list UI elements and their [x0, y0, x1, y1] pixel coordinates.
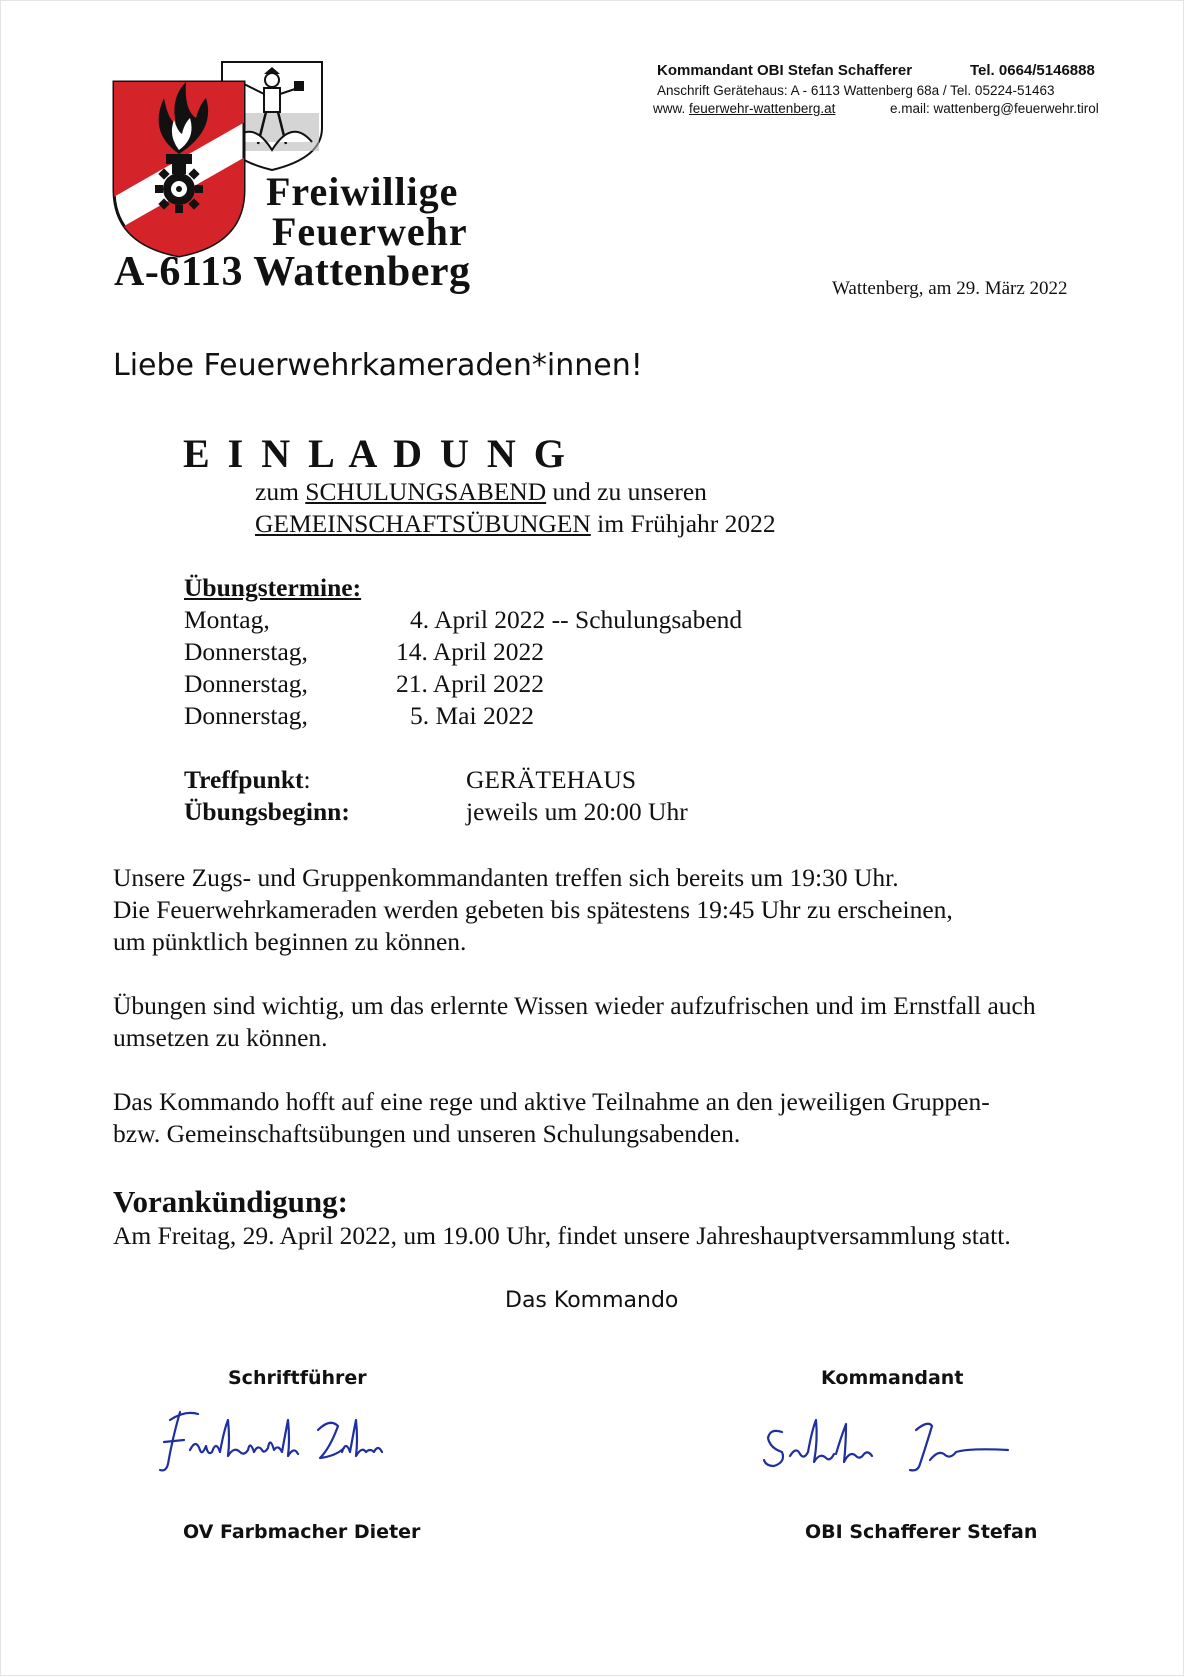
schedule-date-3: 21. April 2022 [396, 669, 545, 698]
paragraph-3-line-2: bzw. Gemeinschaftsübungen und unseren Schulungsabenden. [113, 1119, 741, 1148]
paragraph-3-line-1: Das Kommando hofft auf eine rege und aktive Teilnahme an den jeweiligen Gruppen- [113, 1087, 990, 1116]
schedule-day-1: Montag, [184, 605, 270, 634]
org-name-line-1: Freiwillige [266, 169, 459, 214]
invitation-line-2-post: im Frühjahr 2022 [590, 509, 776, 538]
invitation-line-2 [255, 508, 776, 540]
right-signature-title: Kommandant [821, 1367, 964, 1389]
commander-line: Kommandant OBI Stefan Schafferer [657, 62, 913, 79]
schedule-date-4: 5. Mai 2022 [410, 701, 534, 730]
paragraph-1-line-3: um pünktlich beginnen zu können. [113, 927, 467, 956]
meeting-start-label: Übungsbeginn: [184, 797, 350, 826]
schedule-date-1: 4. April 2022 -- Schulungsabend [410, 605, 743, 634]
meeting-place-colon: : [303, 765, 311, 794]
website-link[interactable]: feuerwehr-wattenberg.at [689, 101, 836, 116]
meeting-place-value: GERÄTEHAUS [466, 765, 636, 794]
right-signature-name: OBI Schafferer Stefan [805, 1521, 1038, 1543]
schulungsabend-term: SCHULUNGSABEND [305, 477, 547, 506]
paragraph-1-line-1: Unsere Zugs- und Gruppenkommandanten treffen sich bereits um 19:30 Uhr. [113, 863, 899, 892]
announcement-text: Am Freitag, 29. April 2022, um 19.00 Uhr, findet unsere Jahreshauptversammlung statt. [113, 1221, 1011, 1250]
schedule-date-2: 14. April 2022 [396, 637, 545, 666]
website-prefix: www. [653, 101, 690, 116]
invitation-line-1-pre: zum [255, 477, 306, 506]
paragraph-2-line-1: Übungen sind wichtig, um das erlernte Wissen wieder aufzufrischen und im Ernstfall auch [113, 991, 1036, 1020]
right-handwritten-signature [760, 1410, 1020, 1480]
left-signature-name: OV Farbmacher Dieter [183, 1521, 421, 1543]
date-line: Wattenberg, am 29. März 2022 [832, 278, 1068, 299]
invitation-line-1-post: und zu unseren [546, 477, 707, 506]
address-line: Anschrift Gerätehaus: A - 6113 Wattenberg 68a / Tel. 05224-51463 [657, 83, 1055, 98]
announcement-heading: Vorankündigung: [113, 1184, 348, 1219]
schedule-heading: Übungstermine: [184, 573, 362, 602]
phone-line: Tel. 0664/5146888 [970, 62, 1095, 79]
invitation-title: E I N L A D U N G [183, 431, 569, 476]
meeting-place-label-text: Treffpunkt [184, 765, 304, 794]
meeting-place-label [184, 764, 311, 796]
org-name-line-2: Feuerwehr [272, 209, 468, 254]
closing-line: Das Kommando [505, 1288, 679, 1313]
gemeinschaftsuebungen-term: GEMEINSCHAFTSÜBUNGEN [255, 509, 591, 538]
left-signature-title: Schriftführer [228, 1367, 367, 1389]
invitation-line-1 [255, 476, 707, 508]
greeting: Liebe Feuerwehrkameraden*innen! [113, 348, 643, 383]
schedule-day-2: Donnerstag, [184, 637, 308, 666]
left-handwritten-signature [150, 1400, 410, 1480]
schedule-day-3: Donnerstag, [184, 669, 308, 698]
paragraph-2-line-2: umsetzen zu können. [113, 1023, 328, 1052]
org-name-line-3: A-6113 Wattenberg [114, 249, 471, 295]
website-line [653, 100, 835, 118]
paragraph-1-line-2: Die Feuerwehrkameraden werden gebeten bis spätestens 19:45 Uhr zu erscheinen, [113, 895, 953, 924]
email-line[interactable]: e.mail: wattenberg@feuerwehr.tirol [890, 101, 1099, 116]
meeting-start-value: jeweils um 20:00 Uhr [466, 797, 688, 826]
schedule-day-4: Donnerstag, [184, 701, 308, 730]
